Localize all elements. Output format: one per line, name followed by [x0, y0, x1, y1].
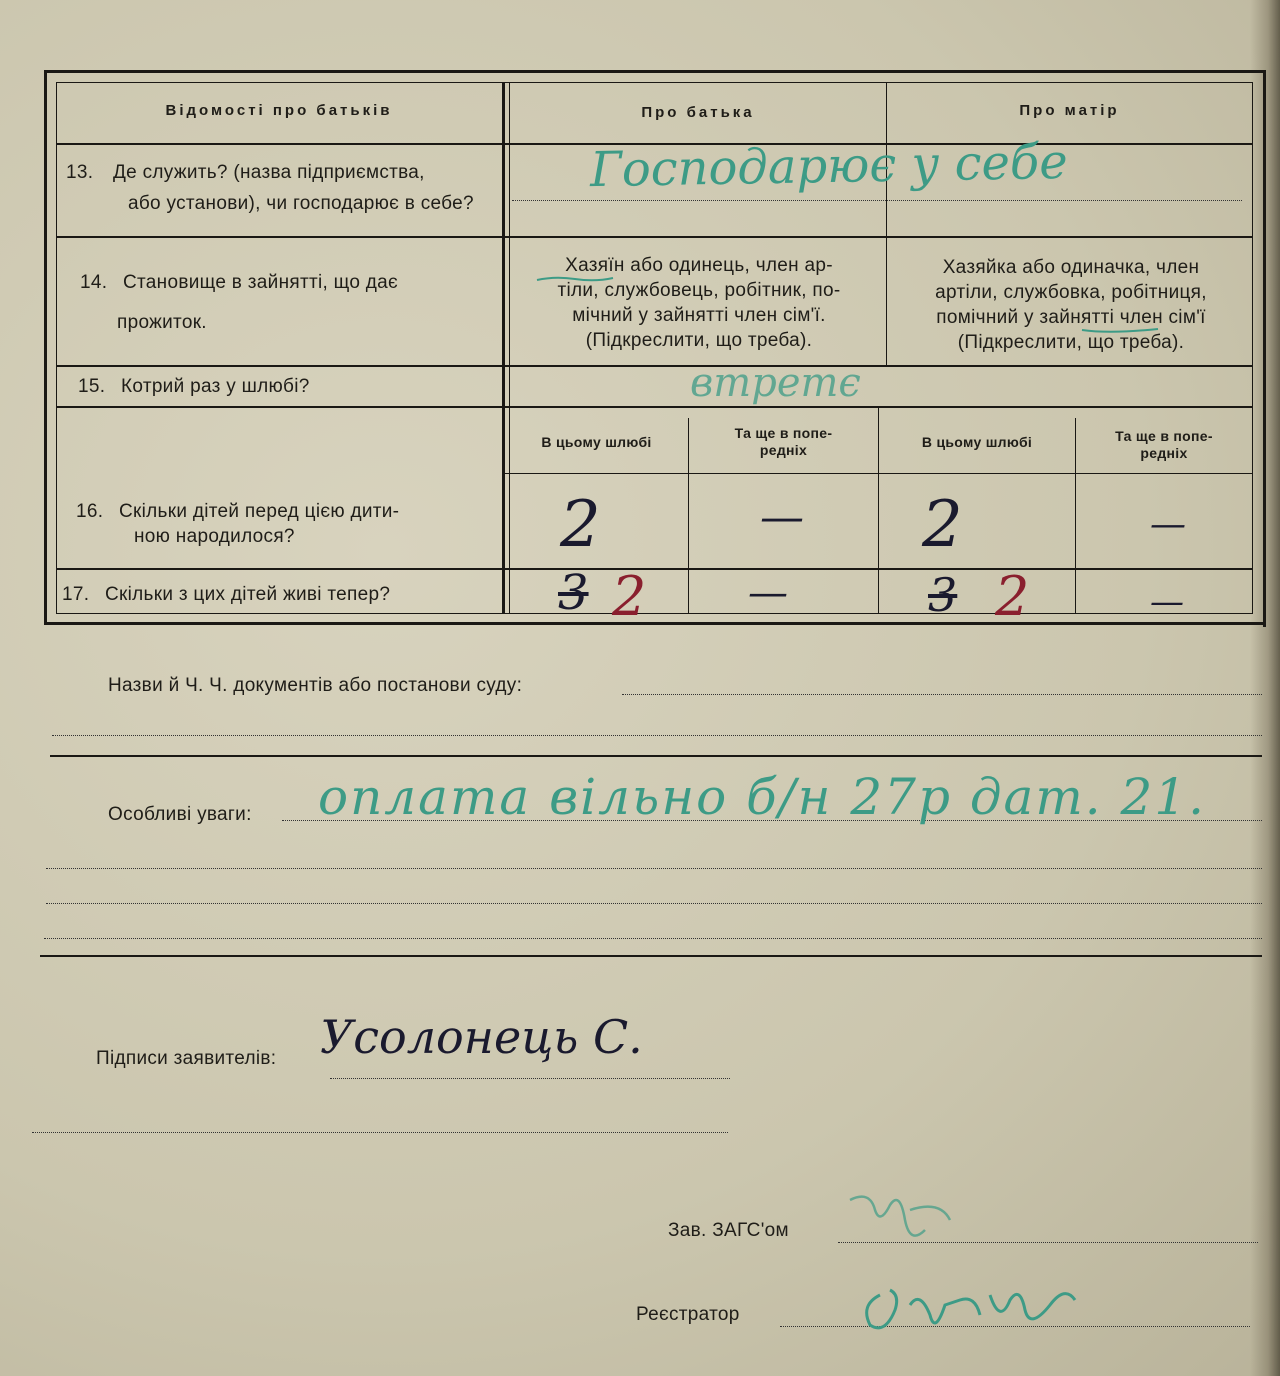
row-separator-16: [56, 568, 1253, 570]
remarks-line-2: [46, 868, 1262, 869]
row14-father-underline: [535, 274, 615, 284]
row15-handwritten-answer: втретє: [690, 360, 861, 406]
row14-mother-underline: [1080, 326, 1160, 336]
row16-mother-previous: —: [1150, 504, 1186, 545]
row16-father-previous: —: [760, 492, 804, 543]
documents-line-2: [52, 735, 1262, 736]
registrar-label: Реєстратор: [636, 1304, 740, 1325]
row13-number: 13.: [66, 162, 94, 183]
row14-question-line1: Становище в зайнятті, що дає: [123, 272, 399, 293]
table-border-bottom: [44, 622, 1266, 625]
row13-handwritten-answer: Господарює у себе: [589, 133, 1069, 199]
row16-father-sub-in-marriage: В цьому шлюбі: [541, 434, 652, 450]
row-separator-13: [56, 236, 1253, 238]
row16-father-in-marriage: 2: [560, 488, 601, 562]
row-separator-15: [56, 406, 1253, 408]
remarks-separator: [40, 955, 1262, 957]
row16-mother-sub-previous: Та ще в попе- редніх: [1115, 428, 1213, 461]
row17-mother-corrected: 2: [995, 565, 1030, 628]
row17-father-corrected: 2: [612, 565, 647, 628]
applicants-signature-line-1: [330, 1078, 730, 1079]
row16-mother-in-marriage: 2: [922, 488, 963, 562]
row14-question-line2: прожиток.: [117, 312, 207, 333]
row16-father-sub-previous: Та ще в попе- редніх: [734, 425, 833, 458]
row14-mother-line2: артіли, службовка, робітниця,: [935, 282, 1207, 303]
row-separator-16-sub: [505, 473, 1253, 474]
applicants-signature-label: Підписи заявителів:: [96, 1048, 277, 1069]
col-separator-1: [502, 82, 505, 613]
documents-separator: [50, 755, 1262, 757]
row16-mother-sub-in-marriage: В цьому шлюбі: [921, 434, 1033, 450]
row17-mother-previous: —: [1150, 582, 1184, 622]
row14-father-line2: тіли, службовець, робітник, по-: [557, 280, 841, 301]
row17-father-previous: —: [748, 570, 788, 616]
table-border-right: [1263, 72, 1266, 627]
applicants-signature: Усолонець С.: [320, 1010, 643, 1064]
inner-frame-right: [1252, 82, 1253, 614]
applicants-signature-line-2: [32, 1132, 728, 1133]
col-separator-1b: [509, 82, 510, 613]
row-separator-14: [56, 365, 1253, 367]
header-father: Про батька: [641, 104, 755, 121]
header-mother: Про матір: [1019, 102, 1120, 119]
row13-question-line1: Де служить? (назва підприємства,: [113, 162, 425, 183]
inner-frame-left: [56, 82, 57, 614]
row14-number: 14.: [80, 272, 108, 293]
inner-frame-bottom: [56, 613, 1253, 614]
row17-number: 17.: [62, 584, 90, 605]
row16-number: 16.: [76, 501, 104, 522]
zags-head-signature: [830, 1180, 980, 1260]
remarks-handwritten: оплата вільно б/н 27р дат. 21.: [318, 768, 1207, 826]
table-border-top: [44, 70, 1266, 73]
table-border-left: [44, 70, 47, 625]
header-parents-info: Відомості про батьків: [165, 102, 393, 119]
row17-question: Скільки з цих дітей живі тепер?: [105, 584, 391, 605]
row14-mother-line3: помічний у зайнятті член сім'ї: [936, 307, 1206, 328]
row17-mother-struck: 3: [928, 568, 958, 622]
documents-line-1: [622, 694, 1262, 695]
row14-father-line1: Хазяїн або одинець, член ар-: [565, 255, 833, 276]
row14-father-line4: (Підкреслити, що треба).: [585, 330, 813, 351]
row15-number: 15.: [78, 376, 106, 397]
row17-father-struck: 3: [558, 565, 589, 621]
row16-question-line1: Скільки дітей перед цією дити-: [119, 501, 400, 522]
inner-frame-top: [56, 82, 1253, 83]
remarks-label: Особливі уваги:: [108, 804, 252, 825]
row13-answer-line: [512, 200, 1242, 201]
col-separator-2: [886, 82, 887, 367]
row14-mother-line1: Хазяйка або одиначка, член: [942, 257, 1200, 278]
remarks-line-3: [46, 903, 1262, 904]
row16-question-line2: ною народилося?: [134, 526, 295, 547]
remarks-line-4: [44, 938, 1262, 939]
row14-father-line3: мічний у зайнятті член сім'ї.: [572, 305, 826, 326]
row15-question: Котрий раз у шлюбі?: [121, 376, 310, 397]
registrar-signature: [850, 1265, 1090, 1365]
row14-mother-line4: (Підкреслити, що треба).: [957, 332, 1185, 353]
zags-head-label: Зав. ЗАГС'ом: [668, 1220, 789, 1241]
documents-label: Назви й Ч. Ч. документів або постанови суду:: [108, 675, 523, 696]
row13-question-line2: або установи), чи господарює в себе?: [128, 193, 474, 214]
